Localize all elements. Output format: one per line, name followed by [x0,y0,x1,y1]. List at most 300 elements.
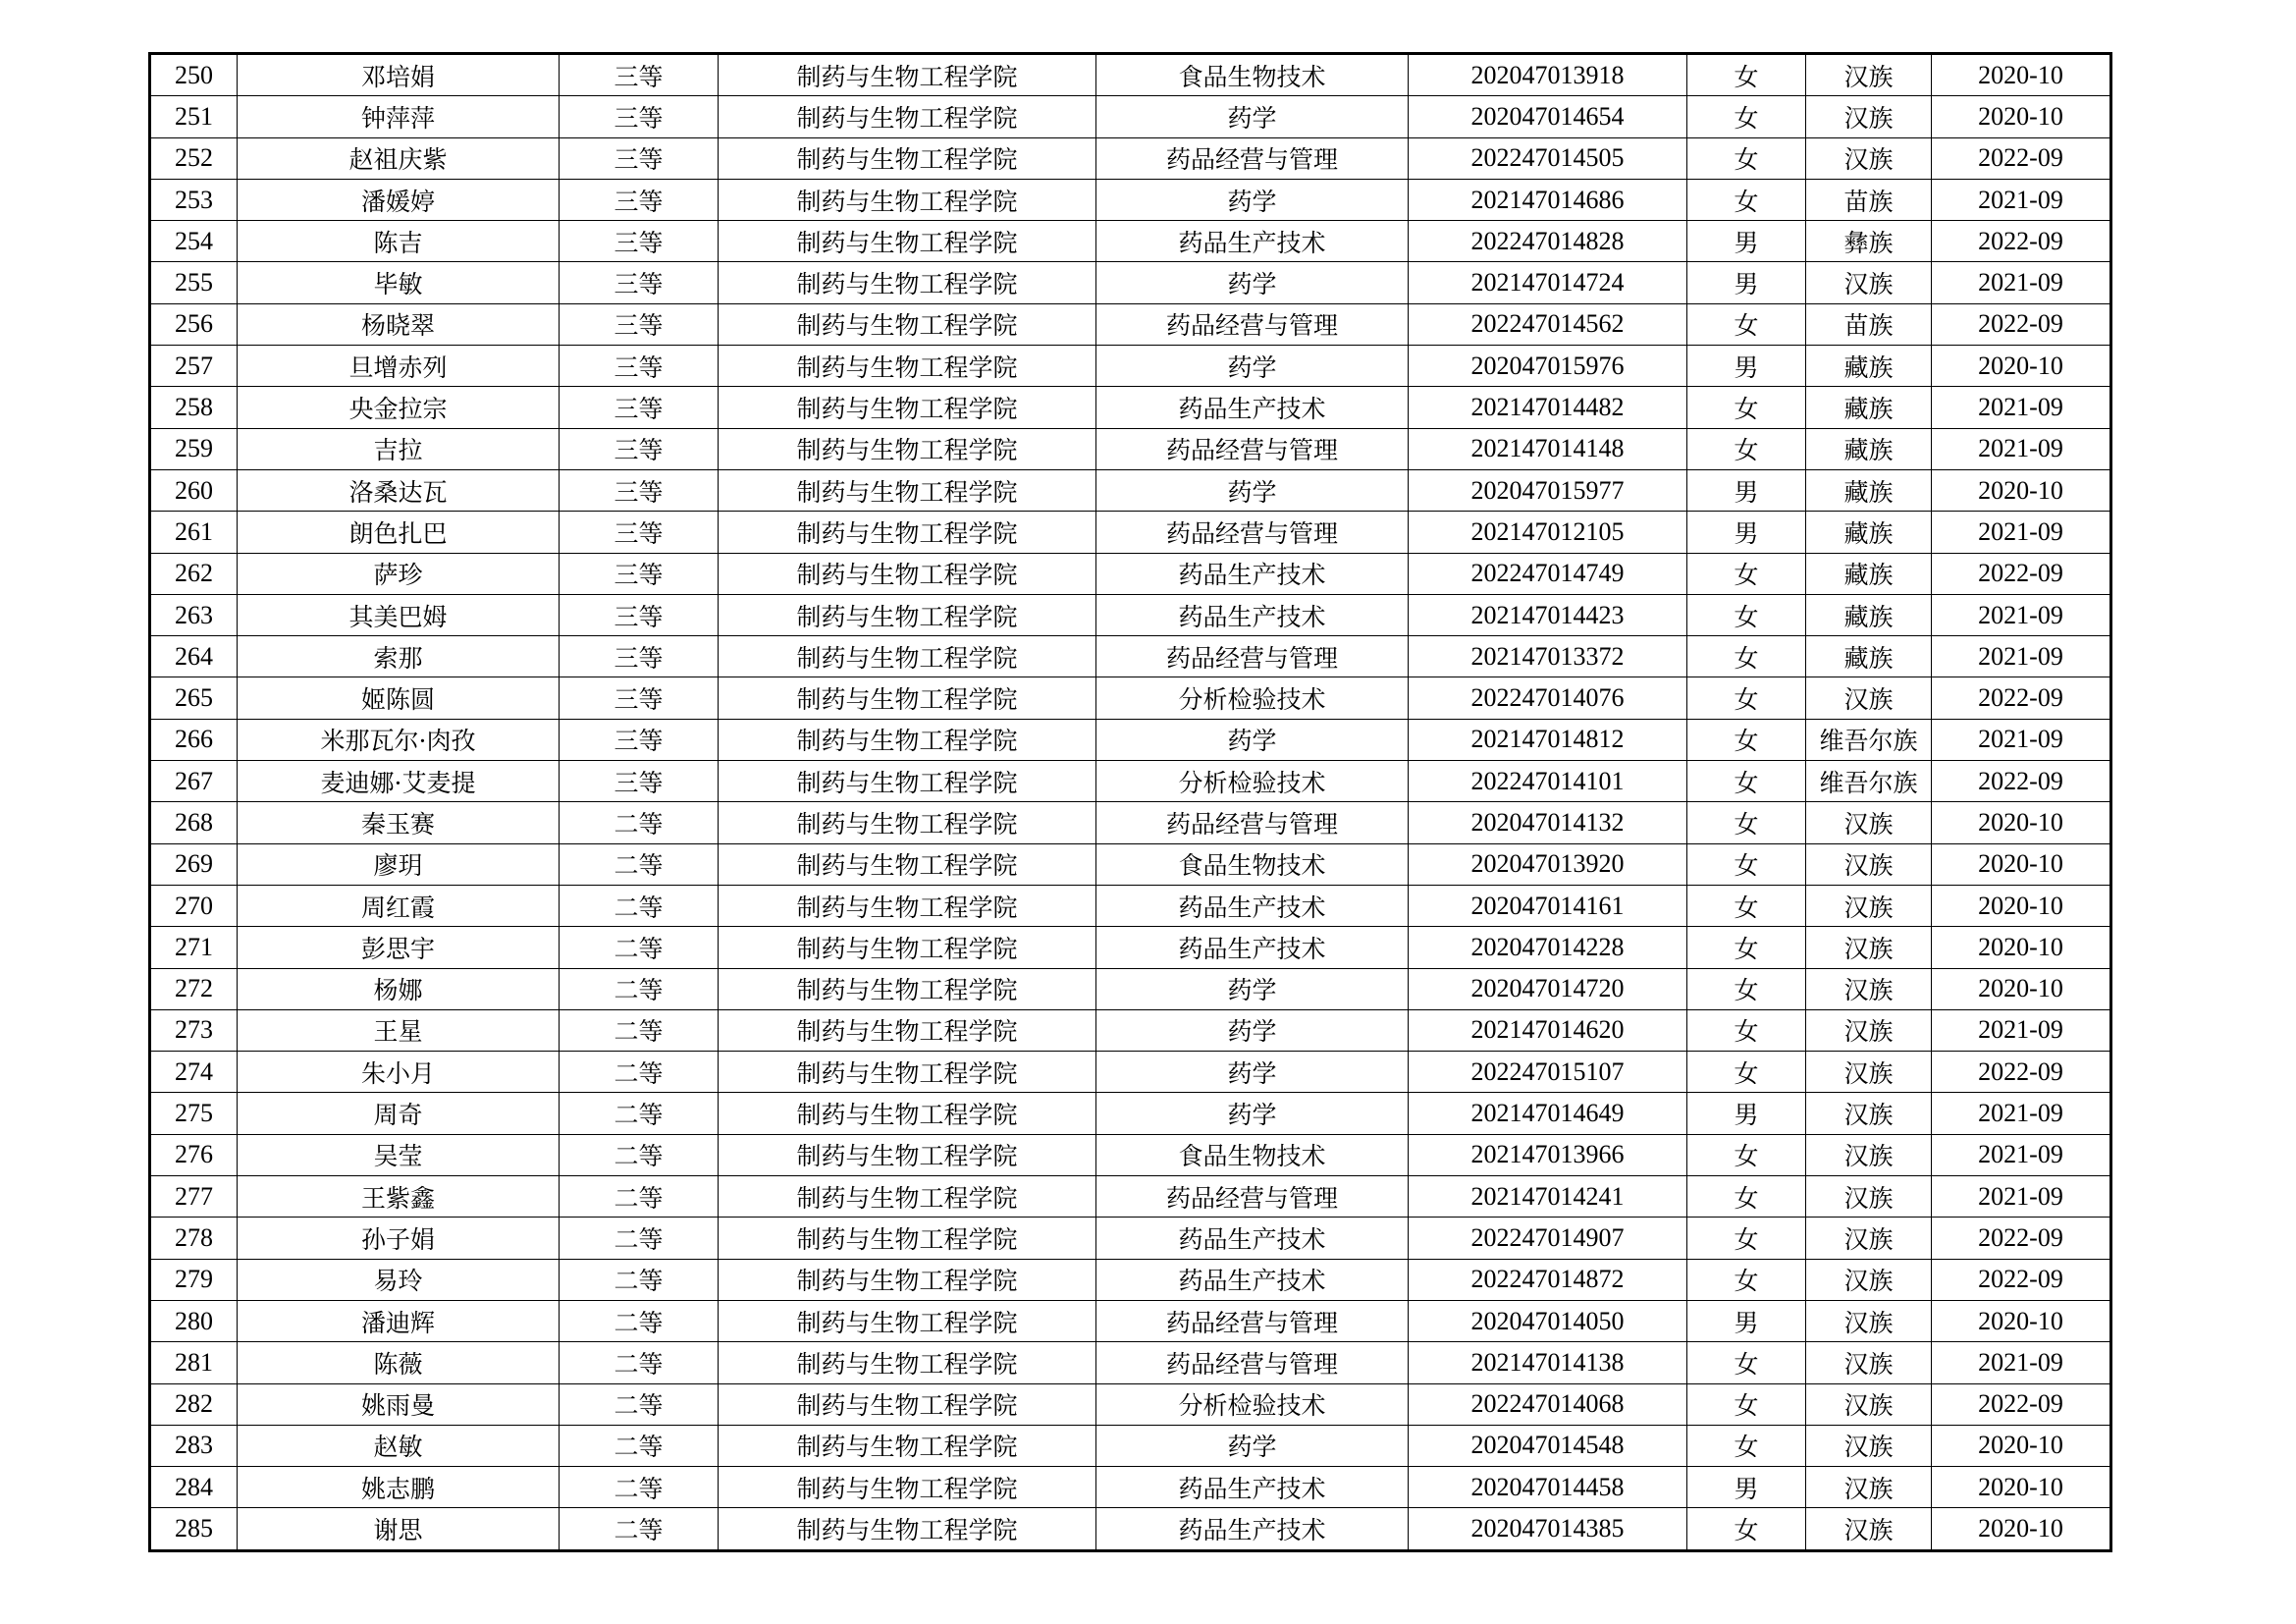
row-number-cell: 271 [150,927,238,968]
student-id-cell: 202147014724 [1409,262,1687,303]
enrollment-date-cell: 2020-10 [1932,469,2111,511]
ethnicity-cell: 藏族 [1806,469,1932,511]
major-cell: 药品生产技术 [1096,553,1409,594]
enrollment-date-cell: 2020-10 [1932,54,2111,96]
gender-cell: 女 [1687,1218,1806,1259]
award-level-cell: 三等 [560,137,719,179]
college-cell: 制药与生物工程学院 [719,428,1096,469]
college-cell: 制药与生物工程学院 [719,885,1096,926]
student-name-cell: 吴莹 [238,1134,560,1175]
ethnicity-cell: 藏族 [1806,594,1932,635]
student-name-cell: 姚志鹏 [238,1467,560,1508]
award-level-cell: 二等 [560,1508,719,1550]
student-id-cell: 202247014828 [1409,221,1687,262]
award-level-cell: 二等 [560,1467,719,1508]
student-id-cell: 202147014423 [1409,594,1687,635]
table-row [150,719,2111,760]
major-cell: 药学 [1096,719,1409,760]
ethnicity-cell: 汉族 [1806,1176,1932,1218]
award-level-cell: 三等 [560,221,719,262]
enrollment-date-cell: 2022-09 [1932,221,2111,262]
row-number-cell: 279 [150,1259,238,1300]
ethnicity-cell: 藏族 [1806,387,1932,428]
award-level-cell: 二等 [560,1052,719,1093]
student-id-cell: 202147014148 [1409,428,1687,469]
award-level-cell: 二等 [560,1383,719,1425]
gender-cell: 男 [1687,469,1806,511]
major-cell: 药品生产技术 [1096,1467,1409,1508]
student-id-cell: 202047014132 [1409,802,1687,843]
ethnicity-cell: 汉族 [1806,1383,1932,1425]
ethnicity-cell: 汉族 [1806,1134,1932,1175]
gender-cell: 女 [1687,843,1806,885]
gender-cell: 男 [1687,1093,1806,1134]
college-cell: 制药与生物工程学院 [719,843,1096,885]
table-row [150,179,2111,220]
student-id-cell: 202147013966 [1409,1134,1687,1175]
award-level-cell: 三等 [560,512,719,553]
major-cell: 药学 [1096,346,1409,387]
row-number-cell: 276 [150,1134,238,1175]
student-name-cell: 杨晓翠 [238,303,560,345]
table-row [150,1093,2111,1134]
student-id-cell: 202047014161 [1409,885,1687,926]
major-cell: 药学 [1096,1052,1409,1093]
gender-cell: 女 [1687,1259,1806,1300]
student-id-cell: 202147014482 [1409,387,1687,428]
row-number-cell: 267 [150,761,238,802]
award-level-cell: 二等 [560,1259,719,1300]
table-row [150,1218,2111,1259]
row-number-cell: 265 [150,677,238,719]
college-cell: 制药与生物工程学院 [719,512,1096,553]
college-cell: 制药与生物工程学院 [719,1093,1096,1134]
table-row [150,1300,2111,1341]
row-number-cell: 260 [150,469,238,511]
major-cell: 药品经营与管理 [1096,1176,1409,1218]
row-number-cell: 270 [150,885,238,926]
college-cell: 制药与生物工程学院 [719,719,1096,760]
college-cell: 制药与生物工程学院 [719,1052,1096,1093]
student-id-cell: 202247014076 [1409,677,1687,719]
ethnicity-cell: 汉族 [1806,96,1932,137]
ethnicity-cell: 汉族 [1806,1467,1932,1508]
ethnicity-cell: 汉族 [1806,1259,1932,1300]
college-cell: 制药与生物工程学院 [719,303,1096,345]
gender-cell: 男 [1687,1300,1806,1341]
table-row [150,1052,2111,1093]
major-cell: 药品生产技术 [1096,1508,1409,1550]
enrollment-date-cell: 2020-10 [1932,346,2111,387]
award-level-cell: 三等 [560,428,719,469]
college-cell: 制药与生物工程学院 [719,346,1096,387]
gender-cell: 女 [1687,1383,1806,1425]
gender-cell: 女 [1687,1176,1806,1218]
enrollment-date-cell: 2021-09 [1932,1093,2111,1134]
gender-cell: 女 [1687,54,1806,96]
student-id-cell: 202047014458 [1409,1467,1687,1508]
college-cell: 制药与生物工程学院 [719,387,1096,428]
student-id-cell: 202047014228 [1409,927,1687,968]
table-row [150,96,2111,137]
major-cell: 药品经营与管理 [1096,802,1409,843]
student-id-cell: 202147014686 [1409,179,1687,220]
row-number-cell: 252 [150,137,238,179]
student-name-cell: 姚雨曼 [238,1383,560,1425]
award-level-cell: 二等 [560,1134,719,1175]
major-cell: 药品生产技术 [1096,1259,1409,1300]
student-id-cell: 202047013920 [1409,843,1687,885]
enrollment-date-cell: 2021-09 [1932,387,2111,428]
major-cell: 药品经营与管理 [1096,303,1409,345]
enrollment-date-cell: 2020-10 [1932,1300,2111,1341]
enrollment-date-cell: 2020-10 [1932,927,2111,968]
enrollment-date-cell: 2022-09 [1932,761,2111,802]
table-row [150,428,2111,469]
college-cell: 制药与生物工程学院 [719,1176,1096,1218]
table-row [150,885,2111,926]
ethnicity-cell: 汉族 [1806,677,1932,719]
enrollment-date-cell: 2020-10 [1932,843,2111,885]
student-name-cell: 朱小月 [238,1052,560,1093]
award-level-cell: 三等 [560,303,719,345]
student-name-cell: 索那 [238,636,560,677]
award-level-cell: 二等 [560,1300,719,1341]
student-name-cell: 谢思 [238,1508,560,1550]
student-name-cell: 王紫鑫 [238,1176,560,1218]
major-cell: 药学 [1096,1009,1409,1051]
enrollment-date-cell: 2022-09 [1932,1218,2111,1259]
table-row [150,303,2111,345]
gender-cell: 女 [1687,553,1806,594]
ethnicity-cell: 藏族 [1806,512,1932,553]
college-cell: 制药与生物工程学院 [719,1259,1096,1300]
college-cell: 制药与生物工程学院 [719,927,1096,968]
award-level-cell: 三等 [560,594,719,635]
award-level-cell: 三等 [560,677,719,719]
enrollment-date-cell: 2021-09 [1932,1134,2111,1175]
ethnicity-cell: 汉族 [1806,1052,1932,1093]
student-name-cell: 周奇 [238,1093,560,1134]
major-cell: 药品生产技术 [1096,885,1409,926]
gender-cell: 男 [1687,1467,1806,1508]
student-id-cell: 202147014138 [1409,1342,1687,1383]
row-number-cell: 282 [150,1383,238,1425]
gender-cell: 女 [1687,1052,1806,1093]
college-cell: 制药与生物工程学院 [719,137,1096,179]
table-row [150,594,2111,635]
major-cell: 分析检验技术 [1096,761,1409,802]
student-name-cell: 邓培娟 [238,54,560,96]
student-name-cell: 赵敏 [238,1425,560,1466]
student-name-cell: 钟萍萍 [238,96,560,137]
major-cell: 食品生物技术 [1096,54,1409,96]
gender-cell: 女 [1687,968,1806,1009]
ethnicity-cell: 维吾尔族 [1806,719,1932,760]
row-number-cell: 281 [150,1342,238,1383]
major-cell: 药学 [1096,968,1409,1009]
major-cell: 药学 [1096,262,1409,303]
ethnicity-cell: 汉族 [1806,262,1932,303]
ethnicity-cell: 汉族 [1806,54,1932,96]
student-id-cell: 202247014749 [1409,553,1687,594]
ethnicity-cell: 汉族 [1806,1093,1932,1134]
gender-cell: 女 [1687,594,1806,635]
college-cell: 制药与生物工程学院 [719,1508,1096,1550]
ethnicity-cell: 汉族 [1806,968,1932,1009]
student-id-cell: 202247014562 [1409,303,1687,345]
college-cell: 制药与生物工程学院 [719,1342,1096,1383]
award-level-cell: 三等 [560,96,719,137]
enrollment-date-cell: 2021-09 [1932,1342,2111,1383]
college-cell: 制药与生物工程学院 [719,553,1096,594]
college-cell: 制药与生物工程学院 [719,1009,1096,1051]
gender-cell: 女 [1687,802,1806,843]
gender-cell: 女 [1687,1508,1806,1550]
table-row [150,1342,2111,1383]
student-id-cell: 202247014872 [1409,1259,1687,1300]
row-number-cell: 264 [150,636,238,677]
major-cell: 食品生物技术 [1096,843,1409,885]
student-name-cell: 吉拉 [238,428,560,469]
table-row [150,1467,2111,1508]
table-row [150,1176,2111,1218]
enrollment-date-cell: 2021-09 [1932,179,2111,220]
enrollment-date-cell: 2022-09 [1932,1383,2111,1425]
table-row [150,677,2111,719]
major-cell: 药品生产技术 [1096,927,1409,968]
student-name-cell: 孙子娟 [238,1218,560,1259]
gender-cell: 女 [1687,387,1806,428]
enrollment-date-cell: 2020-10 [1932,96,2111,137]
student-id-cell: 202147012105 [1409,512,1687,553]
student-name-cell: 米那瓦尔·肉孜 [238,719,560,760]
enrollment-date-cell: 2022-09 [1932,1259,2111,1300]
enrollment-date-cell: 2022-09 [1932,1052,2111,1093]
award-level-cell: 二等 [560,968,719,1009]
ethnicity-cell: 藏族 [1806,428,1932,469]
award-level-cell: 二等 [560,843,719,885]
college-cell: 制药与生物工程学院 [719,636,1096,677]
row-number-cell: 250 [150,54,238,96]
award-level-cell: 三等 [560,553,719,594]
ethnicity-cell: 汉族 [1806,1300,1932,1341]
row-number-cell: 261 [150,512,238,553]
student-id-cell: 202147014620 [1409,1009,1687,1051]
table-row [150,553,2111,594]
gender-cell: 女 [1687,428,1806,469]
college-cell: 制药与生物工程学院 [719,761,1096,802]
college-cell: 制药与生物工程学院 [719,1134,1096,1175]
student-id-cell: 202247014505 [1409,137,1687,179]
student-id-cell: 202047014385 [1409,1508,1687,1550]
student-name-cell: 潘媛婷 [238,179,560,220]
gender-cell: 女 [1687,1009,1806,1051]
student-name-cell: 萨珍 [238,553,560,594]
student-name-cell: 陈薇 [238,1342,560,1383]
row-number-cell: 269 [150,843,238,885]
row-number-cell: 268 [150,802,238,843]
enrollment-date-cell: 2021-09 [1932,262,2111,303]
table-body [150,54,2111,1551]
college-cell: 制药与生物工程学院 [719,802,1096,843]
student-name-cell: 潘迪辉 [238,1300,560,1341]
award-level-cell: 二等 [560,1176,719,1218]
row-number-cell: 258 [150,387,238,428]
student-name-cell: 洛桑达瓦 [238,469,560,511]
gender-cell: 男 [1687,221,1806,262]
table-row [150,1425,2111,1466]
major-cell: 药学 [1096,1425,1409,1466]
college-cell: 制药与生物工程学院 [719,1218,1096,1259]
row-number-cell: 283 [150,1425,238,1466]
ethnicity-cell: 汉族 [1806,1342,1932,1383]
gender-cell: 女 [1687,1342,1806,1383]
row-number-cell: 259 [150,428,238,469]
row-number-cell: 262 [150,553,238,594]
gender-cell: 女 [1687,677,1806,719]
ethnicity-cell: 汉族 [1806,927,1932,968]
college-cell: 制药与生物工程学院 [719,96,1096,137]
table-row [150,137,2111,179]
table-row [150,512,2111,553]
enrollment-date-cell: 2021-09 [1932,1009,2111,1051]
table-row [150,843,2111,885]
student-name-cell: 姬陈圆 [238,677,560,719]
row-number-cell: 280 [150,1300,238,1341]
major-cell: 药学 [1096,469,1409,511]
student-name-cell: 陈吉 [238,221,560,262]
award-level-cell: 二等 [560,1009,719,1051]
student-name-cell: 旦增赤列 [238,346,560,387]
gender-cell: 女 [1687,761,1806,802]
row-number-cell: 274 [150,1052,238,1093]
enrollment-date-cell: 2021-09 [1932,512,2111,553]
gender-cell: 女 [1687,885,1806,926]
ethnicity-cell: 汉族 [1806,802,1932,843]
major-cell: 药学 [1096,179,1409,220]
award-level-cell: 二等 [560,885,719,926]
major-cell: 药品生产技术 [1096,594,1409,635]
table-row [150,1383,2111,1425]
major-cell: 药学 [1096,1093,1409,1134]
award-level-cell: 二等 [560,1218,719,1259]
student-id-cell: 202047014050 [1409,1300,1687,1341]
ethnicity-cell: 汉族 [1806,843,1932,885]
college-cell: 制药与生物工程学院 [719,594,1096,635]
student-name-cell: 麦迪娜·艾麦提 [238,761,560,802]
award-level-cell: 三等 [560,469,719,511]
enrollment-date-cell: 2022-09 [1932,677,2111,719]
student-id-cell: 202047014548 [1409,1425,1687,1466]
row-number-cell: 285 [150,1508,238,1550]
student-id-cell: 202147014812 [1409,719,1687,760]
award-level-cell: 二等 [560,802,719,843]
student-name-cell: 朗色扎巴 [238,512,560,553]
student-name-cell: 秦玉赛 [238,802,560,843]
student-id-cell: 202047013918 [1409,54,1687,96]
major-cell: 药品经营与管理 [1096,1300,1409,1341]
ethnicity-cell: 苗族 [1806,303,1932,345]
student-name-cell: 周红霞 [238,885,560,926]
ethnicity-cell: 苗族 [1806,179,1932,220]
row-number-cell: 254 [150,221,238,262]
award-level-cell: 三等 [560,346,719,387]
table-row [150,1259,2111,1300]
student-id-cell: 202247014101 [1409,761,1687,802]
student-id-cell: 202147013372 [1409,636,1687,677]
enrollment-date-cell: 2021-09 [1932,428,2111,469]
enrollment-date-cell: 2022-09 [1932,553,2111,594]
award-level-cell: 二等 [560,927,719,968]
student-name-cell: 毕敏 [238,262,560,303]
enrollment-date-cell: 2021-09 [1932,719,2111,760]
student-name-cell: 杨娜 [238,968,560,1009]
table-row [150,927,2111,968]
college-cell: 制药与生物工程学院 [719,179,1096,220]
college-cell: 制药与生物工程学院 [719,1300,1096,1341]
major-cell: 药品生产技术 [1096,1218,1409,1259]
gender-cell: 女 [1687,1425,1806,1466]
row-number-cell: 257 [150,346,238,387]
gender-cell: 女 [1687,719,1806,760]
row-number-cell: 278 [150,1218,238,1259]
award-level-cell: 三等 [560,761,719,802]
student-name-cell: 易玲 [238,1259,560,1300]
major-cell: 药学 [1096,96,1409,137]
enrollment-date-cell: 2022-09 [1932,303,2111,345]
enrollment-date-cell: 2020-10 [1932,1425,2111,1466]
gender-cell: 女 [1687,1134,1806,1175]
student-id-cell: 202247015107 [1409,1052,1687,1093]
ethnicity-cell: 汉族 [1806,1508,1932,1550]
gender-cell: 男 [1687,346,1806,387]
table-row [150,761,2111,802]
table-row [150,54,2111,96]
student-id-cell: 202047015976 [1409,346,1687,387]
table-row [150,1508,2111,1550]
award-level-cell: 二等 [560,1342,719,1383]
gender-cell: 女 [1687,179,1806,220]
student-id-cell: 202147014649 [1409,1093,1687,1134]
scholarship-table [148,52,2112,1552]
row-number-cell: 255 [150,262,238,303]
ethnicity-cell: 汉族 [1806,1218,1932,1259]
enrollment-date-cell: 2021-09 [1932,636,2111,677]
table-row [150,221,2111,262]
gender-cell: 男 [1687,512,1806,553]
major-cell: 食品生物技术 [1096,1134,1409,1175]
ethnicity-cell: 维吾尔族 [1806,761,1932,802]
table-row [150,346,2111,387]
college-cell: 制药与生物工程学院 [719,262,1096,303]
row-number-cell: 253 [150,179,238,220]
gender-cell: 女 [1687,303,1806,345]
student-name-cell: 其美巴姆 [238,594,560,635]
gender-cell: 女 [1687,137,1806,179]
gender-cell: 女 [1687,927,1806,968]
major-cell: 药品经营与管理 [1096,428,1409,469]
row-number-cell: 256 [150,303,238,345]
award-level-cell: 三等 [560,54,719,96]
ethnicity-cell: 汉族 [1806,1425,1932,1466]
table-row [150,469,2111,511]
student-name-cell: 廖玥 [238,843,560,885]
award-level-cell: 三等 [560,387,719,428]
major-cell: 药品经营与管理 [1096,636,1409,677]
college-cell: 制药与生物工程学院 [719,1467,1096,1508]
student-name-cell: 王星 [238,1009,560,1051]
